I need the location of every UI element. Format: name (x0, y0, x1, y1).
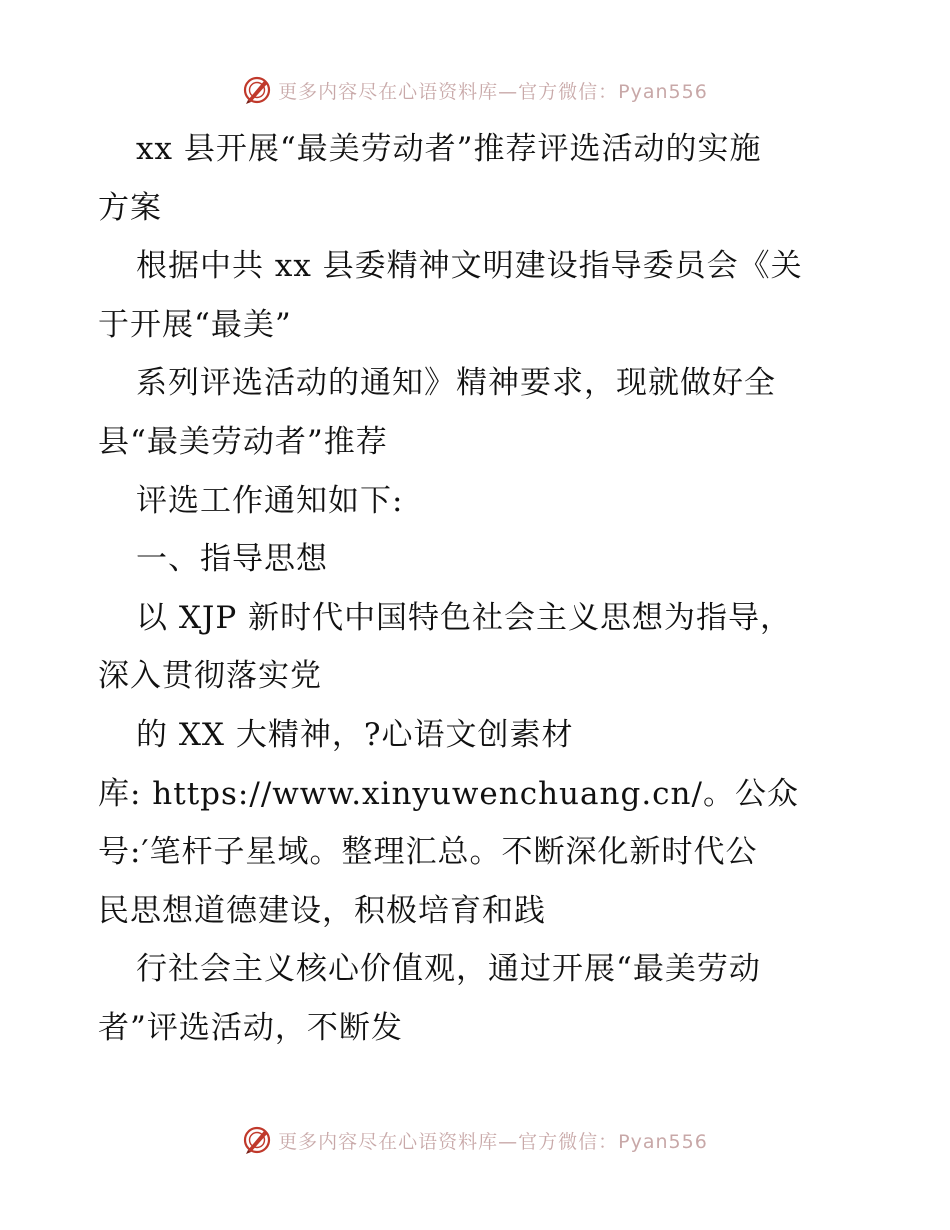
text-line: 的 XX 大精神，?心语文创素材 (136, 716, 574, 753)
section-heading: 一、指导思想 (136, 541, 328, 578)
document-body (98, 120, 858, 1058)
watermark-text: 更多内容尽在心语资料库—官方微信：Pyan556 (278, 80, 708, 103)
text-line: xx 县开展“最美劳动者”推荐评选活动的实施 (136, 131, 762, 167)
text-line: 深入贯彻落实党 (98, 658, 322, 695)
pen-logo-icon (242, 1125, 272, 1155)
pen-logo-icon (242, 75, 272, 105)
text-line: 库: https://www.xinyuwenchuang.cn/。公众 (98, 775, 799, 812)
watermark-text: 更多内容尽在心语资料库—官方微信：Pyan556 (278, 1130, 708, 1153)
text-line: 以 XJP 新时代中国特色社会主义思想为指导， (136, 599, 793, 636)
text-line: 民思想道德建设，积极培育和践 (98, 892, 546, 929)
text-line: 者”评选活动，不断发 (98, 1009, 403, 1046)
text-line: 评选工作通知如下: (136, 482, 404, 519)
header-watermark-banner (0, 70, 950, 110)
text-line: 系列评选活动的通知》精神要求，现就做好全 (136, 365, 776, 402)
footer-watermark-banner (0, 1120, 950, 1160)
text-line: 行社会主义核心价值观，通过开展“最美劳动 (136, 951, 761, 988)
text-line: 号:′笔杆子星域。整理汇总。不断深化新时代公 (98, 834, 758, 871)
text-line: 根据中共 xx 县委精神文明建设指导委员会《关 (136, 248, 803, 285)
text-line: 方案 (98, 189, 162, 226)
text-line: 县“最美劳动者”推荐 (98, 423, 388, 460)
text-line: 于开展“最美” (98, 306, 292, 343)
